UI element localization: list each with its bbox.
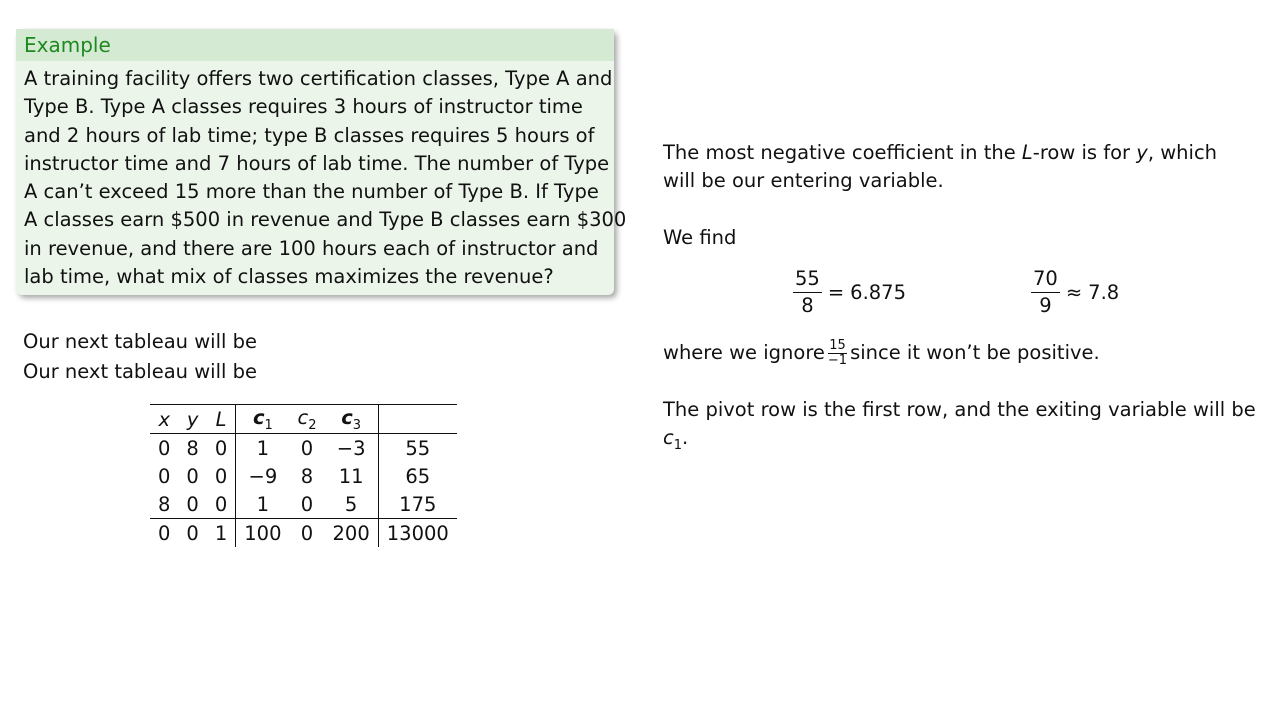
tableau-row — [150, 519, 457, 548]
example-line: instructor time and 7 hours of lab time. The number of Type — [24, 151, 610, 175]
example-line: in revenue, and there are 100 hours each of instructor and — [24, 236, 599, 260]
tableau-cell: 55 — [405, 436, 431, 460]
tableau-row — [150, 462, 457, 490]
tableau-cell: 11 — [325, 462, 379, 490]
example-line: A classes earn $500 in revenue and Type B classes earn $300 — [24, 208, 627, 232]
ratio-1: $\frac{55}{8}$ = 6.875 — [795, 267, 906, 317]
tableau-cell: 100 — [236, 519, 290, 548]
ratio-2: $\frac{70}{9}$ ≈ 7.8 — [1033, 267, 1120, 317]
example-line: lab time, what mix of classes maximizes the revenue? — [24, 265, 554, 289]
tableau-cell: 5 — [325, 490, 379, 519]
example-line: and 2 hours of lab time; type B classes requires 5 hours of — [24, 123, 595, 147]
tableau-cell: 0 — [186, 492, 199, 516]
header-x: x — [150, 405, 178, 434]
tableau-cell: 8 — [186, 436, 199, 460]
we-find-text: We find — [663, 226, 737, 249]
example-line: A can’t exceed 15 more than the number of Type B. If Type — [24, 180, 599, 204]
example-title: Example — [16, 29, 614, 61]
tableau-cell: 13000 — [378, 519, 457, 548]
tableau-cell: 0 — [158, 436, 171, 460]
next-tableau-text: Our next tableau will be — [23, 360, 257, 383]
header-c2: $c_2$ — [290, 405, 325, 434]
tableau-cell: 0 — [207, 462, 236, 490]
tableau-row — [150, 490, 457, 519]
tableau-cell: 0 — [178, 519, 206, 548]
ignore-text: where we ignore $\frac{15}{-1}$ since it won’t be positive. — [663, 338, 1100, 368]
tableau-cell: 8 — [300, 464, 314, 488]
tableau-cell: −9 — [248, 464, 278, 488]
tableau-cell: 0 — [158, 464, 171, 488]
example-block — [16, 29, 627, 295]
tableau-cell: 1 — [256, 436, 270, 460]
header-c3: $c_3$ — [325, 405, 379, 434]
tableau-row — [150, 434, 457, 463]
tableau-cell: 0 — [207, 434, 236, 463]
tableau-cell: 8 — [158, 492, 171, 516]
ghost-text: Our next tableau will be — [23, 330, 257, 353]
example-body — [16, 61, 627, 291]
header-c1: $c_1$ — [236, 405, 290, 434]
header-y: y — [178, 405, 206, 434]
tableau-cell: 0 — [300, 436, 314, 460]
simplex-tableau — [150, 404, 457, 547]
pivot-text: The pivot row is the first row, and the exiting variable will be — [663, 398, 1256, 421]
tableau-cell: 175 — [399, 492, 437, 516]
tableau-cell: 1 — [256, 492, 270, 516]
tableau-cell: 200 — [325, 519, 379, 548]
entering-text-line2: will be our entering variable. — [663, 169, 944, 192]
tableau-cell: −3 — [325, 434, 379, 463]
tableau-cell: 0 — [290, 519, 325, 548]
pivot-variable: $c_1$. — [663, 426, 689, 453]
tableau-cell: 0 — [186, 464, 199, 488]
example-line: A training facility offers two certification classes, Type A and — [24, 67, 613, 90]
header-L: L — [207, 405, 236, 434]
transition-ghost-text — [23, 326, 257, 353]
header-rhs — [378, 405, 457, 434]
example-line: Type B. Type A classes requires 3 hours of instructor time — [24, 95, 583, 119]
tableau-cell: 1 — [207, 519, 236, 548]
tableau-cell: 65 — [405, 464, 431, 488]
tableau-cell: 0 — [207, 490, 236, 519]
tableau-cell: 0 — [300, 492, 314, 516]
entering-text: The most negative coefficient in the L-row is for y, which — [663, 141, 1218, 164]
tableau-cell: 0 — [150, 519, 178, 548]
